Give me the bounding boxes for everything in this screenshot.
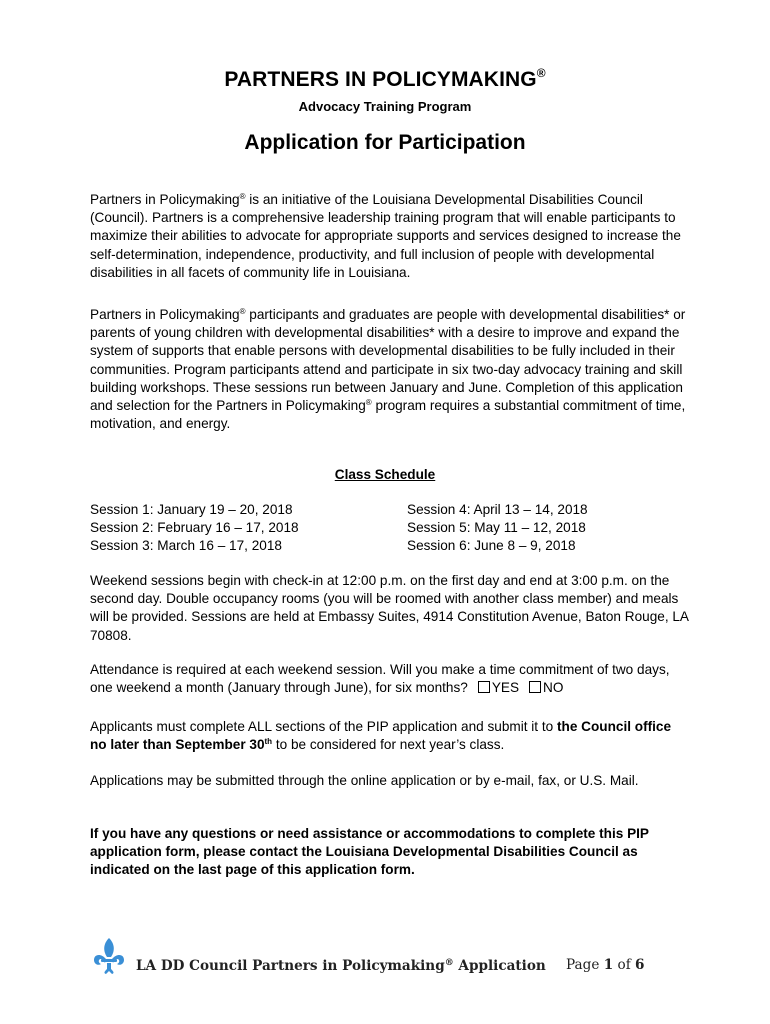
registered-mark: ®: [536, 66, 546, 80]
application-heading: Application for Participation: [244, 131, 526, 154]
document-title: PARTNERS IN POLICYMAKING®: [224, 66, 546, 91]
contact-paragraph: If you have any questions or need assistance or accommodations to complete this PIP application form, please contact the Louisiana Developmental Disabilities Council as indicated on the last page of this application form.: [90, 826, 649, 878]
schedule-left-column: [90, 501, 299, 556]
submission-paragraph: Applications may be submitted through the online application or by e-mail, fax, or U.S. Mail.: [90, 773, 639, 788]
deadline-paragraph: Applicants must complete ALL sections of the PIP application and submit it to the Council office no later than September 30th to be considered for next year’s class.: [90, 719, 672, 753]
schedule-session: Session 5: May 11 – 12, 2018: [407, 520, 586, 536]
yes-label: YES: [491, 680, 520, 696]
fleur-de-lis-icon: [92, 936, 126, 976]
schedule-session: Session 4: April 13 – 14, 2018: [407, 502, 588, 517]
attendance-paragraph: Attendance is required at each weekend session. Will you make a time commitment of two days, one weekend a month (January through June), for six months? YES NO: [90, 662, 670, 696]
page-number: Page 1 of 6: [566, 957, 645, 973]
schedule-session: Session 1: January 19 – 20, 2018: [90, 502, 293, 517]
class-schedule-title: Class Schedule: [334, 467, 436, 482]
weekend-info-paragraph: Weekend sessions begin with check-in at 12:00 p.m. on the first day and end at 3:00 p.m. on the second day. Double occupancy rooms (you will be roomed with another class member) and meals will be provided. Sessions are held at Embassy Suites, 4914 Constitution Avenue, Baton Rouge, LA 70808.: [90, 573, 689, 643]
schedule-session: Session 6: June 8 – 9, 2018: [407, 538, 576, 554]
no-checkbox[interactable]: [529, 681, 541, 693]
no-label: NO: [543, 680, 564, 696]
intro-paragraph-2: Partners in Policymaking® participants and graduates are people with developmental disabilities* or parents of young children with developmental disabilities* with a desire to improve and expand the system of supports that enable persons with developmental disabilities to be fully included in their communities. Program participants attend and participate in six two-day advocacy training and skill building workshops. These sessions run between January and June. Completion of this application and selection for the Partners in Policymaking® program requires a substantial commitment of time, motivation, and energy.: [90, 307, 686, 432]
yes-checkbox[interactable]: [478, 681, 490, 693]
schedule-right-column: [407, 501, 588, 556]
intro-paragraph-1: Partners in Policymaking® is an initiative of the Louisiana Developmental Disabilities Council (Council). Partners is a comprehensive leadership training program that will enable participants to maximize their abilities to advocate for appropriate supports and services designed to increase the self-determination, independence, productivity, and full inclusion of people with developmental disabilities in all facets of community life in Louisiana.: [90, 192, 681, 280]
schedule-session: Session 2: February 16 – 17, 2018: [90, 520, 299, 536]
document-subtitle: Advocacy Training Program: [298, 99, 472, 114]
footer-document-name: LA DD Council Partners in Policymaking® Application: [136, 958, 546, 974]
schedule-session: Session 3: March 16 – 17, 2018: [90, 538, 282, 554]
